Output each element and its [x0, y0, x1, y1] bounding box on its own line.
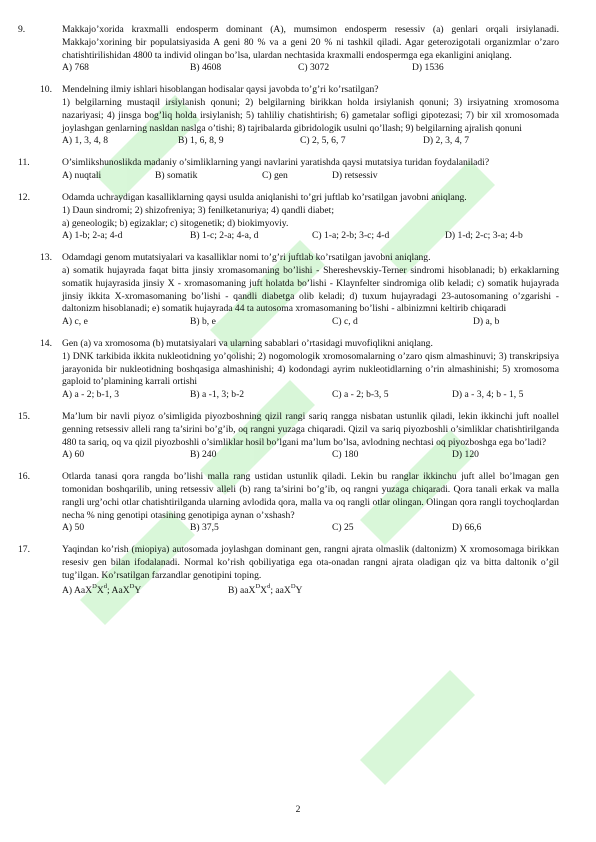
option-b[interactable]: B) b, e — [190, 316, 216, 327]
question-16 — [18, 471, 559, 535]
question-9 — [18, 24, 559, 75]
superscript: d — [267, 582, 271, 590]
option-a[interactable] — [62, 583, 141, 598]
question-body: 1) DNK tarkibida ikkita nukleotidning yo’qolishi; 2) nogomologik xromosomalarning o’zaro qism almashinuvi; 3) transkripsiya jarayonida bir nukleotidning boshqasiga almashinishi; 4) kodondagi ayrim nukleotidlarning o’rin almashinishi; 5) xromosoma gaploid to’plamining karrali ortishi — [62, 350, 559, 388]
question-text: Odamda uchraydigan kasalliklarning qaysi usulda aniqlanishi to’gri juftlab ko’rsatilgan javobni aniqlang. — [62, 192, 467, 203]
genotype-text: A) AaX — [62, 584, 93, 596]
question-number: 12. — [18, 192, 30, 203]
genotype-text: B) aaX — [228, 584, 256, 596]
answer-options — [40, 170, 559, 183]
superscript: D — [92, 582, 97, 590]
question-text: O’simlikshunoslikda madaniy o’simliklarning yangi navlarini yaratishda qaysi mutatsiya turidan foydalaniladi? — [62, 157, 490, 169]
question-number: 10. — [40, 84, 52, 96]
option-b[interactable]: B) 1, 6, 8, 9 — [178, 135, 224, 147]
question-text: Mendelning ilmiy ishlari hisoblangan hodisalar qaysi javobda to’g’ri ko’rsatilgan? — [62, 84, 379, 96]
genotype-text: ; aaX — [270, 584, 291, 596]
question-body: 1) Daun sindromi; 2) shizofreniya; 3) fenilketanuriya; 4) qandli diabet; — [62, 204, 335, 216]
answer-options — [40, 389, 559, 402]
question-text: Gen (a) va xromosoma (b) mutatsiyalari va ularning sabablari o’rtasidagi muvofiqlikni aniqlang. — [62, 338, 433, 349]
superscript: d — [103, 582, 107, 590]
question-text: Makkajo’xorida kraxmalli endosperm dominant (A), mumsimon endosperm resessiv (a) genlari orqali irsiylanadi. Makkajo’xorining bir populatsiyasida A geni 80 % va a geni 20 % ni tashkil qiladi. Agar geterozigotali organizmlar o’zaro chatishtirilishidan 4800 ta individ olingan bo’lsa, ulardan nechtasida kraxmalli endospermga ega ekanligini aniqlang. — [62, 24, 559, 61]
question-12 — [18, 192, 559, 243]
option-a[interactable]: A) 1-b; 2-a; 4-d — [62, 230, 123, 242]
option-a[interactable]: A) c, e — [62, 316, 88, 327]
question-number: 17. — [18, 544, 30, 556]
genotype-text: X — [260, 584, 268, 596]
option-a[interactable]: A) nuqtali — [62, 170, 102, 181]
question-number: 11. — [18, 157, 30, 169]
option-b[interactable]: B) somatik — [155, 170, 198, 181]
question-number: 16. — [18, 471, 30, 483]
question-body: 1) belgilarning mustaqil irsiylanish qonuni; 2) belgilarning birikkan holda irsiylanish qonuni; 3) irsiyatning xromosoma nazariyasi; 4) jinsga bog’liq holda irsiylanish; 5) tahliliy chatishtirish; 6) gametalar sofligi gipotezasi; 7) bir xil xromosomada joylashgan genlarning nasldan naslga o’tishi; 8) tajribalarda gibridologik usulni qo’llash; 9) belgilarning ajralish qonuni — [62, 97, 559, 134]
answer-options — [40, 135, 559, 148]
option-b[interactable]: B) a -1, 3; b-2 — [190, 389, 245, 400]
genotype-text: Y — [295, 584, 303, 596]
option-b[interactable]: B) 4608 — [190, 62, 222, 74]
option-b[interactable]: B) 240 — [190, 449, 217, 461]
question-body-2: a) geneologik; b) egizaklar; c) sitogenetik; d) biokimyoviy. — [62, 217, 289, 229]
question-body: a) somatik hujayrada faqat bitta jinsiy xromasomaning bo’lishi - Shereshevskiy-Terner sindromi hisoblanadi; b) erkaklarning somatik hujayrasida jinsiy X - xromasomaning juft holatda bo’lishi - Klaynfelter sindromiga olib keladi; c) somatik hujayrada jinsiy ikkita X-xromasomaning bo’lishi - qandli diabetga olib keladi; d) tuxum hujayradagi 23-autosomaning o’zgarishi - daltonizm hisoblanadi; e) somatik hujayrada 44 ta autosoma xromasomaning bo’lishi - albinizmni keltirib chiqaradi — [62, 265, 559, 315]
option-d[interactable]: D) 120 — [452, 449, 479, 461]
option-c[interactable]: C) 180 — [332, 449, 359, 461]
option-c[interactable]: C) 2, 5, 6, 7 — [300, 135, 346, 147]
superscript: D — [290, 582, 296, 590]
answer-options — [40, 522, 559, 535]
question-text: Otlarda tanasi qora rangda bo’lishi malla rang ustidan ustunlik qiladi. Lekin bu ranglar ikkinchu juft allel bo’lmagan gen tomonidan boshqarilib, uning retsessiv alleli (b) rang ta’sirini bo’g’ib, oq rangni yuzaga chiqaradi. Qora tanali erkak va malla rangli urg’ochi otlar chatishtirilganda ularning avlodida qora, malla va oq rangli otlar olingan. Olingan qora rangli toychoqlardan necha % ning genotipi otasining genotipiga aynan o’xshash? — [62, 471, 559, 521]
question-14 — [40, 338, 559, 402]
genotype-text: ; AaX — [107, 584, 130, 596]
question-13 — [40, 252, 559, 329]
option-d[interactable]: D) 66,6 — [452, 522, 482, 534]
answer-options — [40, 449, 559, 462]
option-a[interactable]: A) 768 — [62, 62, 89, 74]
option-c[interactable]: C) a - 2; b-3, 5 — [332, 389, 389, 400]
question-number: 13. — [40, 252, 52, 264]
option-c[interactable]: C) 3072 — [298, 62, 330, 74]
option-d[interactable]: D) 1536 — [412, 62, 444, 74]
option-c[interactable]: C) 25 — [332, 522, 354, 534]
watermark-arrow-shape — [360, 670, 475, 785]
question-number: 14. — [40, 338, 52, 349]
answer-options — [40, 316, 559, 329]
document-page — [18, 24, 559, 605]
answer-options — [40, 62, 559, 75]
option-d[interactable]: D) a - 3, 4; b - 1, 5 — [452, 389, 524, 400]
option-c[interactable]: C) c, d — [332, 316, 358, 327]
option-b[interactable] — [228, 583, 302, 598]
question-15 — [18, 411, 559, 462]
page-number: 2 — [295, 804, 301, 815]
option-a[interactable]: A) 1, 3, 4, 8 — [62, 135, 109, 147]
option-c[interactable]: C) gen — [262, 170, 288, 181]
option-d[interactable]: D) a, b — [473, 316, 500, 327]
option-a[interactable]: A) 60 — [62, 449, 85, 461]
option-b[interactable]: B) 37,5 — [190, 522, 219, 534]
answer-options — [40, 230, 559, 243]
option-c[interactable]: C) 1-a; 2-b; 3-c; 4-d — [312, 230, 390, 242]
genotype-text: Y — [134, 584, 142, 596]
option-d[interactable]: D) retsessiv — [332, 170, 378, 181]
answer-options — [40, 583, 559, 596]
question-10 — [40, 84, 559, 148]
option-d[interactable]: D) 2, 3, 4, 7 — [423, 135, 470, 147]
option-d[interactable]: D) 1-d; 2-c; 3-a; 4-b — [445, 230, 523, 242]
question-text: Yaqindan ko’rish (miopiya) autosomada joylashgan dominant gen, rangni ajrata olmaslik (daltonizm) X xromosomaga birikkan resesiv gen bilan ifodalanadi. Normal ko’rish qobiliyatiga ega ota-onadan rangni ajrata oladigan qiz va bitta daltonik o’gil tug’ilgan. Ko’rsatilgan farzandlar genotipini toping. — [62, 544, 559, 581]
option-a[interactable]: A) a - 2; b-1, 3 — [62, 389, 120, 400]
superscript: D — [129, 582, 135, 590]
option-a[interactable]: A) 50 — [62, 522, 85, 534]
question-number: 9. — [18, 24, 26, 35]
superscript: D — [255, 582, 261, 590]
genotype-text: X — [96, 584, 104, 596]
question-text: Odamdagi genom mutatsiyalari va kasalliklar nomi to’g’ri juftlab ko’rsatilgan javobni aniqlang. — [62, 252, 431, 264]
question-text: Ma’lum bir navli piyoz o’simligida piyozboshning qizil rangi sariq rangga nisbatan ustunlik qiladi, lekin ikkinchi juft noallel genning retsessiv alleli rang ta’sirini bo’g’ib, oq rangni yuzaga chiqaradi. Qizil va sariq piyozboshli o’simliklar chatishtirilganda 480 ta sariq, oq va qizil piyozboshli o’simliklar hosil bo’lgani ma’lum bo’lsa, avlodning nechtasi oq piyozboshga ega bo’ladi? — [62, 411, 559, 448]
option-b[interactable]: B) 1-c; 2-a; 4-a, d — [190, 230, 259, 242]
question-number: 15. — [18, 411, 30, 422]
question-11 — [18, 157, 559, 183]
question-17 — [18, 544, 559, 596]
